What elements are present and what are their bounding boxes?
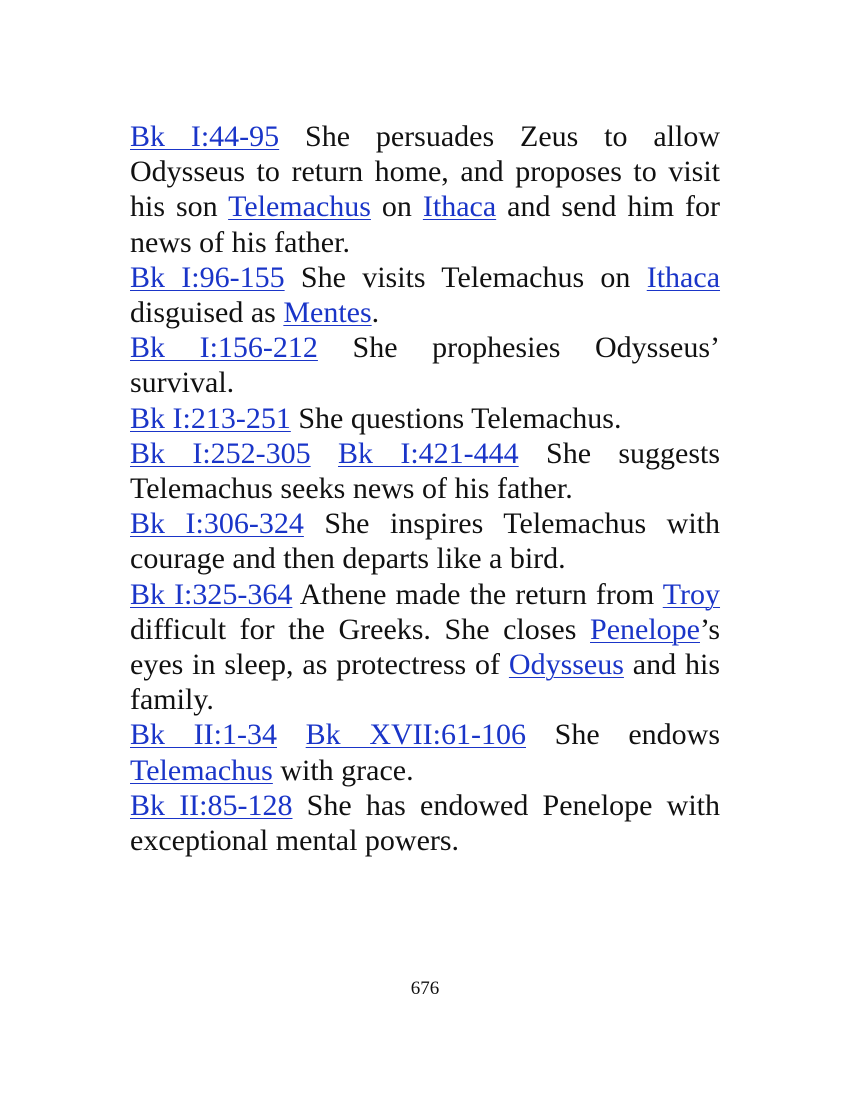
reference-link[interactable]: Telemachus (228, 190, 371, 224)
entry-text: with grace. (272, 753, 414, 787)
reference-link[interactable]: Bk I:306-324 (130, 507, 304, 541)
entry (130, 401, 720, 436)
entry-text: Athene made the return from (292, 577, 663, 611)
entry-text: ’s eyes in sleep, as protectress of (130, 612, 720, 682)
entry (130, 119, 720, 260)
entry (130, 788, 720, 858)
entry-text: on (370, 190, 423, 224)
reference-link[interactable]: Ithaca (646, 260, 721, 294)
entry-text: She visits Telemachus on (284, 260, 647, 294)
document-body (130, 119, 720, 858)
entry-text: . (371, 296, 380, 330)
entry-text: She persuades Zeus to allow Odysseus to return home, and proposes to visit his son (130, 120, 720, 224)
reference-link[interactable]: Bk II:85-128 (130, 788, 293, 822)
reference-link[interactable]: Ithaca (422, 190, 497, 224)
entry (130, 717, 720, 787)
reference-link[interactable]: Telemachus (130, 753, 273, 787)
entry (130, 260, 720, 330)
reference-link[interactable]: Odysseus (508, 648, 624, 682)
entry-text: She prophesies Odysseus’ survival. (130, 331, 720, 400)
entry-text: and send him for news of his father. (130, 190, 720, 259)
reference-link[interactable]: Penelope (590, 612, 700, 646)
entry-text (311, 437, 338, 470)
reference-link[interactable]: Bk I:421-444 (338, 436, 519, 470)
reference-link[interactable]: Bk I:252-305 (130, 436, 311, 470)
reference-link[interactable]: Bk I:156-212 (130, 331, 318, 365)
entry-text: She suggests Telemachus seeks news of his father. (130, 436, 721, 506)
reference-link[interactable]: Bk I:213-251 (130, 401, 291, 435)
entry-text: She inspires Telemachus with courage and then departs like a bird. (130, 507, 720, 576)
entry-text: She endows (526, 718, 720, 752)
reference-link[interactable]: Bk II:1-34 (130, 718, 277, 752)
entry (130, 436, 720, 506)
reference-link[interactable]: Troy (662, 577, 721, 611)
reference-link[interactable]: Bk I:44-95 (130, 120, 280, 153)
reference-link[interactable]: Bk XVII:61-106 (305, 718, 526, 752)
entry (130, 330, 720, 400)
entry-text: and his family. (130, 648, 720, 717)
entry-text: She has endowed Penelope with exceptional mental powers. (130, 788, 720, 858)
entry-text: difficult for the Greeks. She closes (130, 612, 591, 646)
entry (130, 577, 720, 718)
entry-text: She questions Telemachus. (290, 401, 622, 435)
entry-text: disguised as (130, 296, 284, 330)
entry-text (277, 718, 306, 751)
reference-link[interactable]: Bk I:325-364 (130, 577, 293, 611)
page-number: 676 (410, 978, 440, 999)
entry (130, 506, 720, 576)
reference-link[interactable]: Bk I:96-155 (130, 260, 285, 294)
reference-link[interactable]: Mentes (283, 296, 372, 330)
